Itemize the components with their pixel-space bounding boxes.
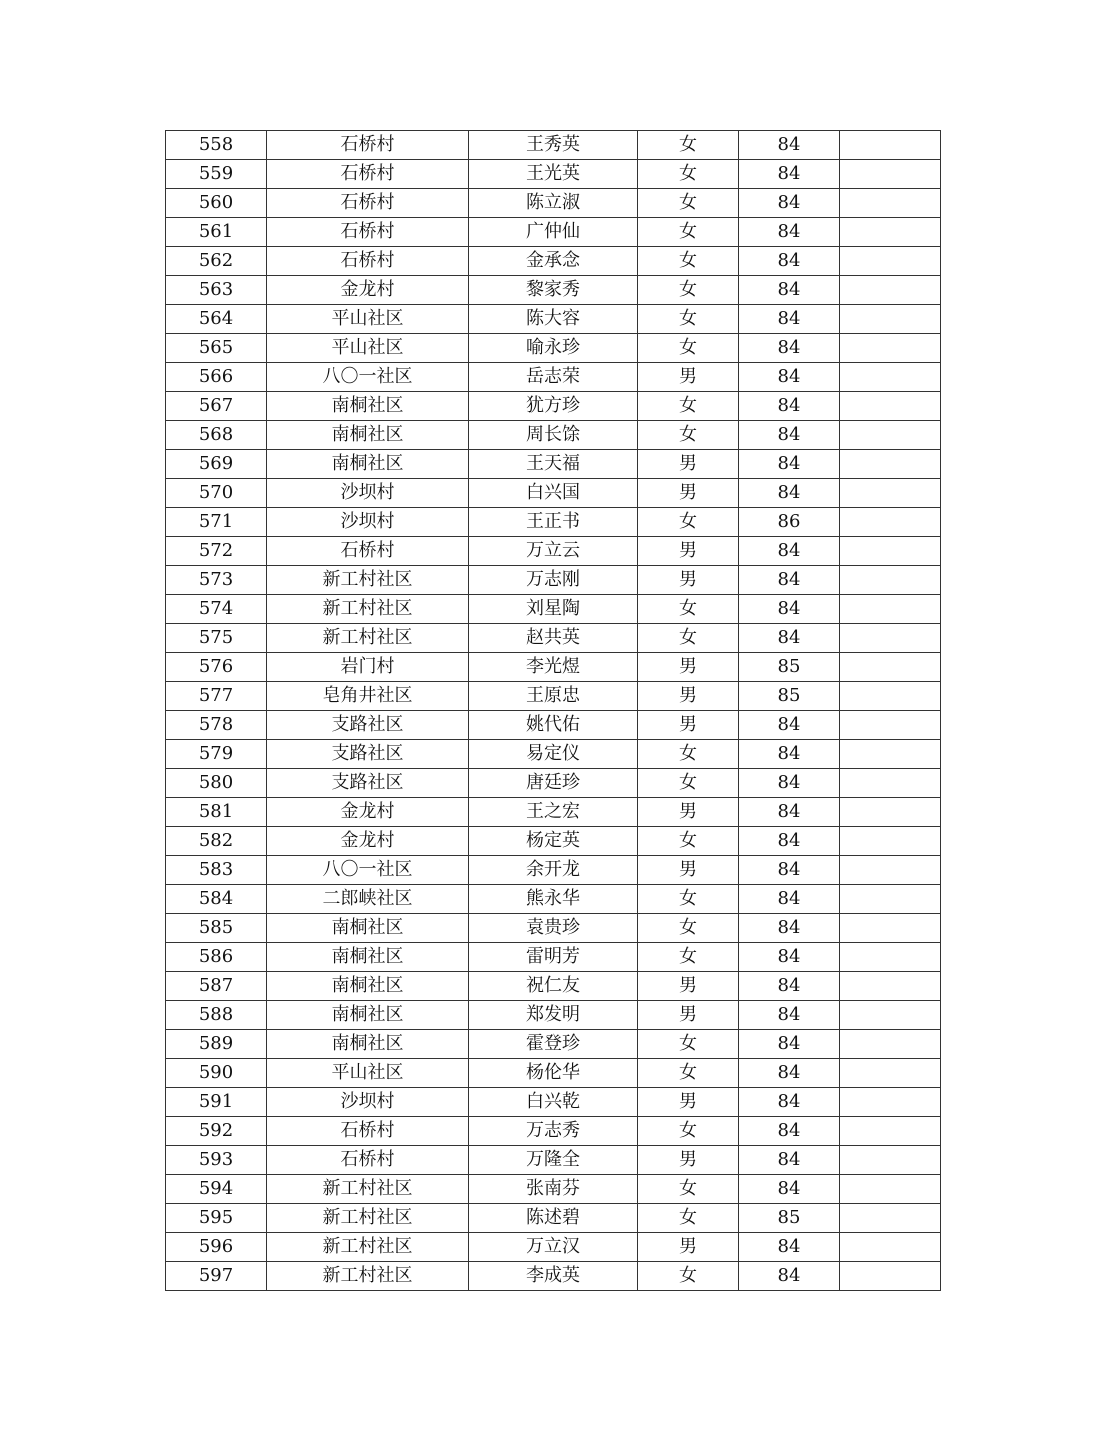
name-cell: 广仲仙 bbox=[469, 218, 638, 247]
gender-cell: 男 bbox=[638, 682, 739, 711]
remark-cell bbox=[840, 943, 941, 972]
gender-cell: 男 bbox=[638, 537, 739, 566]
remark-cell bbox=[840, 392, 941, 421]
name-cell: 陈立淑 bbox=[469, 189, 638, 218]
table-row bbox=[166, 247, 941, 276]
village-cell: 新工村社区 bbox=[267, 595, 469, 624]
gender-cell: 女 bbox=[638, 885, 739, 914]
table-row bbox=[166, 1175, 941, 1204]
name-cell: 万立云 bbox=[469, 537, 638, 566]
table-row bbox=[166, 885, 941, 914]
village-cell: 平山社区 bbox=[267, 334, 469, 363]
village-cell: 南桐社区 bbox=[267, 972, 469, 1001]
gender-cell: 男 bbox=[638, 479, 739, 508]
age-cell: 86 bbox=[739, 508, 840, 537]
row-number-cell: 570 bbox=[166, 479, 267, 508]
row-number-cell: 572 bbox=[166, 537, 267, 566]
gender-cell: 男 bbox=[638, 653, 739, 682]
table-row bbox=[166, 711, 941, 740]
remark-cell bbox=[840, 247, 941, 276]
age-cell: 84 bbox=[739, 1117, 840, 1146]
name-cell: 万志秀 bbox=[469, 1117, 638, 1146]
row-number-cell: 579 bbox=[166, 740, 267, 769]
table-row bbox=[166, 537, 941, 566]
row-number-cell: 564 bbox=[166, 305, 267, 334]
row-number-cell: 577 bbox=[166, 682, 267, 711]
age-cell: 84 bbox=[739, 711, 840, 740]
remark-cell bbox=[840, 711, 941, 740]
name-cell: 王天福 bbox=[469, 450, 638, 479]
table-row bbox=[166, 943, 941, 972]
remark-cell bbox=[840, 1030, 941, 1059]
name-cell: 余开龙 bbox=[469, 856, 638, 885]
row-number-cell: 595 bbox=[166, 1204, 267, 1233]
name-cell: 姚代佑 bbox=[469, 711, 638, 740]
village-cell: 沙坝村 bbox=[267, 1088, 469, 1117]
table-row bbox=[166, 972, 941, 1001]
row-number-cell: 580 bbox=[166, 769, 267, 798]
age-cell: 84 bbox=[739, 1059, 840, 1088]
row-number-cell: 591 bbox=[166, 1088, 267, 1117]
village-cell: 石桥村 bbox=[267, 537, 469, 566]
remark-cell bbox=[840, 740, 941, 769]
row-number-cell: 562 bbox=[166, 247, 267, 276]
gender-cell: 男 bbox=[638, 1001, 739, 1030]
remark-cell bbox=[840, 218, 941, 247]
age-cell: 84 bbox=[739, 189, 840, 218]
village-cell: 南桐社区 bbox=[267, 392, 469, 421]
age-cell: 84 bbox=[739, 479, 840, 508]
village-cell: 新工村社区 bbox=[267, 1204, 469, 1233]
remark-cell bbox=[840, 653, 941, 682]
gender-cell: 女 bbox=[638, 218, 739, 247]
row-number-cell: 578 bbox=[166, 711, 267, 740]
row-number-cell: 560 bbox=[166, 189, 267, 218]
table-row bbox=[166, 160, 941, 189]
gender-cell: 女 bbox=[638, 827, 739, 856]
table-row bbox=[166, 769, 941, 798]
village-cell: 石桥村 bbox=[267, 160, 469, 189]
age-cell: 84 bbox=[739, 305, 840, 334]
age-cell: 84 bbox=[739, 914, 840, 943]
table-row bbox=[166, 1262, 941, 1291]
name-cell: 唐廷珍 bbox=[469, 769, 638, 798]
table-row bbox=[166, 305, 941, 334]
village-cell: 支路社区 bbox=[267, 711, 469, 740]
name-cell: 易定仪 bbox=[469, 740, 638, 769]
table-row bbox=[166, 624, 941, 653]
row-number-cell: 569 bbox=[166, 450, 267, 479]
gender-cell: 女 bbox=[638, 276, 739, 305]
row-number-cell: 571 bbox=[166, 508, 267, 537]
gender-cell: 男 bbox=[638, 566, 739, 595]
row-number-cell: 563 bbox=[166, 276, 267, 305]
row-number-cell: 597 bbox=[166, 1262, 267, 1291]
row-number-cell: 573 bbox=[166, 566, 267, 595]
village-cell: 支路社区 bbox=[267, 740, 469, 769]
age-cell: 84 bbox=[739, 943, 840, 972]
village-cell: 南桐社区 bbox=[267, 914, 469, 943]
age-cell: 84 bbox=[739, 247, 840, 276]
gender-cell: 女 bbox=[638, 1175, 739, 1204]
table-row bbox=[166, 595, 941, 624]
table-row bbox=[166, 682, 941, 711]
remark-cell bbox=[840, 1059, 941, 1088]
remark-cell bbox=[840, 160, 941, 189]
remark-cell bbox=[840, 798, 941, 827]
row-number-cell: 585 bbox=[166, 914, 267, 943]
name-cell: 李光煜 bbox=[469, 653, 638, 682]
remark-cell bbox=[840, 1088, 941, 1117]
table-row bbox=[166, 334, 941, 363]
gender-cell: 女 bbox=[638, 131, 739, 160]
table-row bbox=[166, 363, 941, 392]
row-number-cell: 596 bbox=[166, 1233, 267, 1262]
name-cell: 杨伦华 bbox=[469, 1059, 638, 1088]
village-cell: 石桥村 bbox=[267, 247, 469, 276]
row-number-cell: 594 bbox=[166, 1175, 267, 1204]
gender-cell: 女 bbox=[638, 189, 739, 218]
gender-cell: 女 bbox=[638, 160, 739, 189]
village-cell: 平山社区 bbox=[267, 1059, 469, 1088]
remark-cell bbox=[840, 421, 941, 450]
age-cell: 85 bbox=[739, 1204, 840, 1233]
name-cell: 岳志荣 bbox=[469, 363, 638, 392]
remark-cell bbox=[840, 1117, 941, 1146]
gender-cell: 男 bbox=[638, 856, 739, 885]
age-cell: 84 bbox=[739, 1262, 840, 1291]
remark-cell bbox=[840, 305, 941, 334]
age-cell: 84 bbox=[739, 1146, 840, 1175]
age-cell: 84 bbox=[739, 1175, 840, 1204]
remark-cell bbox=[840, 1262, 941, 1291]
village-cell: 石桥村 bbox=[267, 218, 469, 247]
gender-cell: 女 bbox=[638, 421, 739, 450]
name-cell: 熊永华 bbox=[469, 885, 638, 914]
name-cell: 郑发明 bbox=[469, 1001, 638, 1030]
gender-cell: 女 bbox=[638, 334, 739, 363]
remark-cell bbox=[840, 1146, 941, 1175]
gender-cell: 男 bbox=[638, 798, 739, 827]
village-cell: 金龙村 bbox=[267, 827, 469, 856]
age-cell: 84 bbox=[739, 566, 840, 595]
name-cell: 霍登珍 bbox=[469, 1030, 638, 1059]
row-number-cell: 575 bbox=[166, 624, 267, 653]
age-cell: 85 bbox=[739, 682, 840, 711]
village-cell: 新工村社区 bbox=[267, 1175, 469, 1204]
remark-cell bbox=[840, 595, 941, 624]
name-cell: 黎家秀 bbox=[469, 276, 638, 305]
village-cell: 皂角井社区 bbox=[267, 682, 469, 711]
gender-cell: 女 bbox=[638, 914, 739, 943]
age-cell: 84 bbox=[739, 1030, 840, 1059]
name-cell: 杨定英 bbox=[469, 827, 638, 856]
age-cell: 84 bbox=[739, 160, 840, 189]
gender-cell: 男 bbox=[638, 1088, 739, 1117]
age-cell: 84 bbox=[739, 827, 840, 856]
name-cell: 王原忠 bbox=[469, 682, 638, 711]
row-number-cell: 587 bbox=[166, 972, 267, 1001]
gender-cell: 男 bbox=[638, 972, 739, 1001]
table-row bbox=[166, 856, 941, 885]
village-cell: 二郎峡社区 bbox=[267, 885, 469, 914]
village-cell: 新工村社区 bbox=[267, 1233, 469, 1262]
name-cell: 刘星陶 bbox=[469, 595, 638, 624]
table-row bbox=[166, 653, 941, 682]
name-cell: 喻永珍 bbox=[469, 334, 638, 363]
row-number-cell: 568 bbox=[166, 421, 267, 450]
row-number-cell: 566 bbox=[166, 363, 267, 392]
name-cell: 祝仁友 bbox=[469, 972, 638, 1001]
age-cell: 84 bbox=[739, 450, 840, 479]
village-cell: 金龙村 bbox=[267, 798, 469, 827]
village-cell: 南桐社区 bbox=[267, 943, 469, 972]
table-row bbox=[166, 1088, 941, 1117]
table-row bbox=[166, 508, 941, 537]
age-cell: 84 bbox=[739, 363, 840, 392]
name-cell: 王秀英 bbox=[469, 131, 638, 160]
name-cell: 犹方珍 bbox=[469, 392, 638, 421]
village-cell: 南桐社区 bbox=[267, 1001, 469, 1030]
table-row bbox=[166, 1059, 941, 1088]
row-number-cell: 590 bbox=[166, 1059, 267, 1088]
remark-cell bbox=[840, 334, 941, 363]
village-cell: 南桐社区 bbox=[267, 421, 469, 450]
name-cell: 王正书 bbox=[469, 508, 638, 537]
remark-cell bbox=[840, 624, 941, 653]
village-cell: 石桥村 bbox=[267, 131, 469, 160]
age-cell: 84 bbox=[739, 972, 840, 1001]
table-row bbox=[166, 479, 941, 508]
table-row bbox=[166, 276, 941, 305]
village-cell: 金龙村 bbox=[267, 276, 469, 305]
age-cell: 84 bbox=[739, 1088, 840, 1117]
table-row bbox=[166, 131, 941, 160]
gender-cell: 女 bbox=[638, 740, 739, 769]
name-cell: 万隆全 bbox=[469, 1146, 638, 1175]
village-cell: 石桥村 bbox=[267, 1146, 469, 1175]
gender-cell: 女 bbox=[638, 1204, 739, 1233]
name-cell: 白兴乾 bbox=[469, 1088, 638, 1117]
roster-table bbox=[165, 130, 941, 1291]
table-row bbox=[166, 421, 941, 450]
village-cell: 新工村社区 bbox=[267, 1262, 469, 1291]
row-number-cell: 583 bbox=[166, 856, 267, 885]
row-number-cell: 589 bbox=[166, 1030, 267, 1059]
remark-cell bbox=[840, 189, 941, 218]
remark-cell bbox=[840, 682, 941, 711]
remark-cell bbox=[840, 450, 941, 479]
village-cell: 沙坝村 bbox=[267, 508, 469, 537]
table-row bbox=[166, 566, 941, 595]
remark-cell bbox=[840, 276, 941, 305]
row-number-cell: 558 bbox=[166, 131, 267, 160]
name-cell: 陈述碧 bbox=[469, 1204, 638, 1233]
gender-cell: 女 bbox=[638, 508, 739, 537]
row-number-cell: 584 bbox=[166, 885, 267, 914]
village-cell: 支路社区 bbox=[267, 769, 469, 798]
table-row bbox=[166, 827, 941, 856]
gender-cell: 女 bbox=[638, 769, 739, 798]
age-cell: 84 bbox=[739, 276, 840, 305]
row-number-cell: 586 bbox=[166, 943, 267, 972]
gender-cell: 男 bbox=[638, 711, 739, 740]
remark-cell bbox=[840, 914, 941, 943]
gender-cell: 女 bbox=[638, 943, 739, 972]
row-number-cell: 592 bbox=[166, 1117, 267, 1146]
name-cell: 王光英 bbox=[469, 160, 638, 189]
name-cell: 万志刚 bbox=[469, 566, 638, 595]
gender-cell: 男 bbox=[638, 1233, 739, 1262]
name-cell: 白兴国 bbox=[469, 479, 638, 508]
age-cell: 84 bbox=[739, 131, 840, 160]
village-cell: 沙坝村 bbox=[267, 479, 469, 508]
name-cell: 赵共英 bbox=[469, 624, 638, 653]
name-cell: 雷明芳 bbox=[469, 943, 638, 972]
village-cell: 八〇一社区 bbox=[267, 856, 469, 885]
gender-cell: 女 bbox=[638, 1059, 739, 1088]
gender-cell: 女 bbox=[638, 1117, 739, 1146]
age-cell: 84 bbox=[739, 856, 840, 885]
village-cell: 新工村社区 bbox=[267, 566, 469, 595]
remark-cell bbox=[840, 972, 941, 1001]
table-row bbox=[166, 189, 941, 218]
name-cell: 陈大容 bbox=[469, 305, 638, 334]
gender-cell: 女 bbox=[638, 247, 739, 276]
age-cell: 84 bbox=[739, 769, 840, 798]
remark-cell bbox=[840, 1001, 941, 1030]
age-cell: 84 bbox=[739, 798, 840, 827]
age-cell: 85 bbox=[739, 653, 840, 682]
name-cell: 张南芬 bbox=[469, 1175, 638, 1204]
table-row bbox=[166, 914, 941, 943]
gender-cell: 女 bbox=[638, 392, 739, 421]
row-number-cell: 576 bbox=[166, 653, 267, 682]
age-cell: 84 bbox=[739, 624, 840, 653]
remark-cell bbox=[840, 537, 941, 566]
age-cell: 84 bbox=[739, 740, 840, 769]
remark-cell bbox=[840, 363, 941, 392]
remark-cell bbox=[840, 885, 941, 914]
table-row bbox=[166, 450, 941, 479]
table-row bbox=[166, 1233, 941, 1262]
remark-cell bbox=[840, 566, 941, 595]
remark-cell bbox=[840, 479, 941, 508]
age-cell: 84 bbox=[739, 334, 840, 363]
age-cell: 84 bbox=[739, 218, 840, 247]
remark-cell bbox=[840, 1233, 941, 1262]
gender-cell: 女 bbox=[638, 1030, 739, 1059]
row-number-cell: 582 bbox=[166, 827, 267, 856]
gender-cell: 男 bbox=[638, 450, 739, 479]
table-row bbox=[166, 740, 941, 769]
table-row bbox=[166, 218, 941, 247]
village-cell: 石桥村 bbox=[267, 189, 469, 218]
village-cell: 南桐社区 bbox=[267, 1030, 469, 1059]
roster-body bbox=[166, 131, 941, 1291]
name-cell: 万立汉 bbox=[469, 1233, 638, 1262]
row-number-cell: 588 bbox=[166, 1001, 267, 1030]
remark-cell bbox=[840, 1204, 941, 1233]
age-cell: 84 bbox=[739, 421, 840, 450]
row-number-cell: 581 bbox=[166, 798, 267, 827]
remark-cell bbox=[840, 508, 941, 537]
row-number-cell: 565 bbox=[166, 334, 267, 363]
age-cell: 84 bbox=[739, 1001, 840, 1030]
age-cell: 84 bbox=[739, 392, 840, 421]
table-row bbox=[166, 392, 941, 421]
row-number-cell: 567 bbox=[166, 392, 267, 421]
gender-cell: 女 bbox=[638, 305, 739, 334]
gender-cell: 女 bbox=[638, 595, 739, 624]
age-cell: 84 bbox=[739, 1233, 840, 1262]
remark-cell bbox=[840, 856, 941, 885]
village-cell: 石桥村 bbox=[267, 1117, 469, 1146]
name-cell: 袁贵珍 bbox=[469, 914, 638, 943]
village-cell: 平山社区 bbox=[267, 305, 469, 334]
table-row bbox=[166, 1001, 941, 1030]
remark-cell bbox=[840, 1175, 941, 1204]
remark-cell bbox=[840, 769, 941, 798]
name-cell: 金承念 bbox=[469, 247, 638, 276]
village-cell: 南桐社区 bbox=[267, 450, 469, 479]
table-row bbox=[166, 798, 941, 827]
name-cell: 李成英 bbox=[469, 1262, 638, 1291]
remark-cell bbox=[840, 827, 941, 856]
row-number-cell: 574 bbox=[166, 595, 267, 624]
name-cell: 王之宏 bbox=[469, 798, 638, 827]
gender-cell: 女 bbox=[638, 1262, 739, 1291]
gender-cell: 女 bbox=[638, 624, 739, 653]
village-cell: 八〇一社区 bbox=[267, 363, 469, 392]
village-cell: 新工村社区 bbox=[267, 624, 469, 653]
row-number-cell: 593 bbox=[166, 1146, 267, 1175]
gender-cell: 男 bbox=[638, 363, 739, 392]
age-cell: 84 bbox=[739, 595, 840, 624]
remark-cell bbox=[840, 131, 941, 160]
age-cell: 84 bbox=[739, 885, 840, 914]
name-cell: 周长馀 bbox=[469, 421, 638, 450]
row-number-cell: 559 bbox=[166, 160, 267, 189]
gender-cell: 男 bbox=[638, 1146, 739, 1175]
table-row bbox=[166, 1204, 941, 1233]
table-row bbox=[166, 1117, 941, 1146]
row-number-cell: 561 bbox=[166, 218, 267, 247]
table-row bbox=[166, 1146, 941, 1175]
table-row bbox=[166, 1030, 941, 1059]
village-cell: 岩门村 bbox=[267, 653, 469, 682]
age-cell: 84 bbox=[739, 537, 840, 566]
